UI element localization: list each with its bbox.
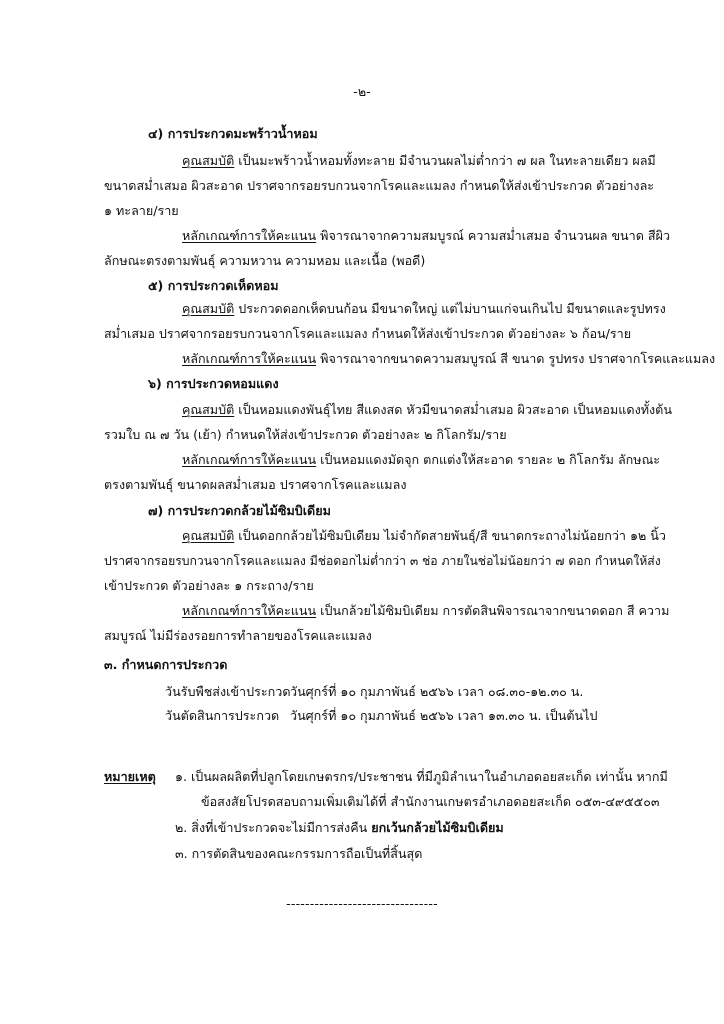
qualification-label: คุณสมบัติ <box>182 153 235 168</box>
qualification-label: คุณสมบัติ <box>182 301 235 316</box>
section-5-heading <box>148 280 279 293</box>
remark-3: ๓. การตัดสินของคณะกรรมการถือเป็นที่สิ้นสุด <box>175 846 423 861</box>
section-4-qualification-line3: ๑ ทะลาย/ราย <box>104 203 179 218</box>
section-6-heading <box>148 378 279 391</box>
remark-1-line2: ข้อสงสัยโปรดสอบถามเพิ่มเติมได้ที่ สำนักงานเกษตรอำเภอดอยสะเก็ด ๐๕๓-๔๙๕๕๐๓ <box>201 794 660 809</box>
section-4-qualification <box>182 155 656 168</box>
qualification-label: คุณสมบัติ <box>182 402 235 417</box>
section-7-heading <box>148 505 331 518</box>
section-5-qualification <box>182 303 666 316</box>
criteria-label: หลักเกณฑ์การให้คะแนน <box>182 452 317 467</box>
section-4-criteria-line2: ลักษณะตรงตามพันธุ์ ความหวาน ความหอม และเนื้อ (พอดี) <box>104 253 426 268</box>
remark-1: ๑. เป็นผลผลิตที่ปลูกโดยเกษตรกร/ประชาชน ที่มีภูมิลำเนาในอำเภอดอยสะเก็ด เท่านั้น หากมี <box>175 769 668 784</box>
section-7-qualification-line3: เข้าประกวด ตัวอย่างละ ๑ กระถาง/ราย <box>104 578 314 593</box>
qualification-text: เป็นหอมแดงพันธุ์ไทย สีแดงสด หัวมีขนาดสม่ำเสมอ ผิวสะอาด เป็นหอมแดงทั้งต้น <box>238 402 672 417</box>
section-6-qualification <box>182 404 672 417</box>
page-number: -๒- <box>353 84 371 99</box>
qualification-text: เป็นดอกกล้วยไม้ซิมบิเดียม ไม่จำกัดสายพันธุ์/สี ขนาดกระถางไม่น้อยกว่า ๑๒ นิ้ว <box>238 528 666 543</box>
criteria-label: หลักเกณฑ์การให้คะแนน <box>182 228 317 243</box>
section-6-title: การประกวดหอมแดง <box>166 376 279 391</box>
section-6-qualification-line2: รวมใบ ณ ๗ วัน (เย้า) กำหนดให้ส่งเข้าประกวด ตัวอย่างละ ๒ กิโลกรัม/ราย <box>104 427 507 442</box>
section-7-qualification-line2: ปราศจากรอยรบกวนจากโรคและแมลง มีช่อดอกไม่ต่ำกว่า ๓ ช่อ ภายในช่อไม่น้อยกว่า ๗ ดอก กำหนดให้ส่ง <box>104 554 661 568</box>
section-7-qualification <box>182 530 666 543</box>
schedule-row-2-value: วันศุกร์ที่ ๑๐ กุมภาพันธ์ ๒๕๖๖ เวลา ๑๓.๓๐ น. เป็นต้นไป <box>290 708 598 723</box>
criteria-label: หลักเกณฑ์การให้คะแนน <box>182 351 317 366</box>
criteria-text: เป็นกล้วยไม้ซิมบิเดียม การตัดสินพิจารณาจากขนาดดอก สี ความ <box>320 603 670 618</box>
section-4-criteria <box>182 230 670 243</box>
qualification-text: ประกวดดอกเห็ดบนก้อน มีขนาดใหญ่ แต่ไม่บานแก่จนเกินไป มีขนาดและรูปทรง <box>238 301 666 316</box>
section-6-number: ๖) <box>148 376 162 391</box>
section-7-criteria <box>182 605 669 618</box>
section-4-heading <box>148 128 318 141</box>
schedule-row-1-value: วันศุกร์ที่ ๑๐ กุมภาพันธ์ ๒๕๖๖ เวลา ๐๘.๓๐-๑๒.๓๐ น. <box>290 684 584 699</box>
qualification-label: คุณสมบัติ <box>182 528 235 543</box>
section-4-qualification-line2: ขนาดสม่ำเสมอ ผิวสะอาด ปราศจากรอยรบกวนจากโรคและแมลง กำหนดให้ส่งเข้าประกวด ตัวอย่างละ <box>104 178 655 193</box>
section-5-criteria <box>182 353 715 366</box>
section-4-number: ๔) <box>148 126 164 141</box>
criteria-text: พิจารณาจากความสมบูรณ์ ความสม่ำเสมอ จำนวนผล ขนาด สีผิว <box>320 228 671 243</box>
section-5-qualification-line2: สม่ำเสมอ ปราศจากรอยรบกวนจากโรคและแมลง กำหนดให้ส่งเข้าประกวด ตัวอย่างละ ๖ ก้อน/ราย <box>104 326 632 341</box>
section-5-number: ๕) <box>148 278 164 293</box>
section-7-criteria-line2: สมบูรณ์ ไม่มีร่องรอยการทำลายของโรคและแมลง <box>104 628 372 643</box>
section-6-criteria <box>182 454 660 467</box>
criteria-label: หลักเกณฑ์การให้คะแนน <box>182 603 317 618</box>
schedule-row-2-label: วันตัดสินการประกวด <box>165 708 280 723</box>
section-4-title: การประกวดมะพร้าวน้ำหอม <box>167 126 318 141</box>
qualification-text: เป็นมะพร้าวน้ำหอมทั้งทะลาย มีจำนวนผลไม่ต่ำกว่า ๗ ผล ในทะลายเดียว ผลมี <box>238 153 656 168</box>
section-7-number: ๗) <box>148 503 164 518</box>
section-5-title: การประกวดเห็ดหอม <box>167 278 279 293</box>
remark-2 <box>175 822 504 835</box>
remark-2-text: ๒. สิ่งที่เข้าประกวดจะไม่มีการส่งคืน <box>175 820 368 835</box>
schedule-row-1-label: วันรับพืชส่งเข้าประกวด <box>165 684 291 699</box>
section-6-criteria-line2: ตรงตามพันธุ์ ขนาดผลสม่ำเสมอ ปราศจากโรคและแมลง <box>104 477 407 492</box>
section-7-title: การประกวดกล้วยไม้ซิมบิเดียม <box>167 503 331 518</box>
end-divider: -------------------------------- <box>286 896 438 911</box>
criteria-text: เป็นหอมแดงมัดจุก ตกแต่งให้สะอาด รายละ ๒ กิโลกรัม ลักษณะ <box>320 452 661 467</box>
schedule-heading: ๓. กำหนดการประกวด <box>104 657 228 672</box>
remarks-label: หมายเหตุ <box>104 769 156 784</box>
criteria-text: พิจารณาจากขนาดความสมบูรณ์ สี ขนาด รูปทรง ปราศจากโรคและแมลง <box>320 351 716 366</box>
remark-2-exception: ยกเว้นกล้วยไม้ซิมบิเดียม <box>371 820 504 835</box>
